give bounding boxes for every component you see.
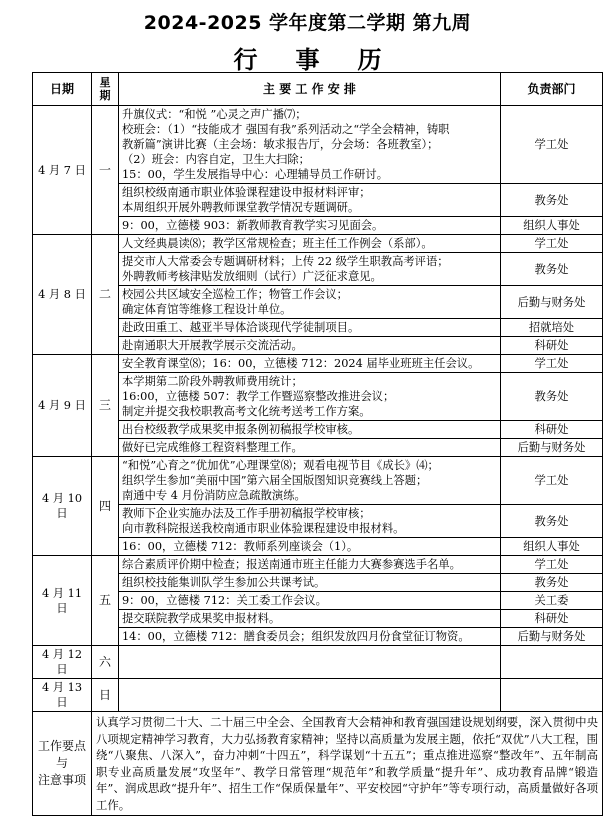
dept-cell: 组织人事处 [501, 217, 603, 235]
date-cell: 4 月 12 日 [33, 646, 92, 679]
dept-cell: 关工委 [501, 592, 603, 610]
task-line: 校园公共区域安全巡检工作；物管工作会议； [122, 288, 348, 301]
task-line: （2）班会：内容自定，卫生大扫除； [122, 153, 310, 166]
dept-cell: 后勤与财务处 [501, 286, 603, 319]
schedule-row [33, 439, 603, 457]
schedule-row [33, 337, 603, 355]
task-cell [119, 610, 501, 628]
task-cell [119, 505, 501, 538]
date-cell: 4 月 7 日 [33, 106, 92, 235]
task-cell [119, 253, 501, 286]
schedule-row [33, 373, 603, 421]
task-cell [119, 556, 501, 574]
schedule-row [33, 505, 603, 538]
task-cell [119, 319, 501, 337]
schedule-row [33, 421, 603, 439]
task-cell [119, 235, 501, 253]
task-cell [119, 421, 501, 439]
footer-row [33, 712, 603, 816]
task-line: 教师下企业实施办法及工作手册初稿报学校审核； [122, 507, 371, 520]
task-line [122, 655, 497, 670]
header-dept: 负责部门 [501, 73, 603, 106]
task-cell [119, 373, 501, 421]
dept-cell: 学工处 [501, 355, 603, 373]
date-cell: 4 月 10 日 [33, 457, 92, 556]
weekday-cell: 四 [92, 457, 119, 556]
schedule-row [33, 319, 603, 337]
weekday-cell: 二 [92, 235, 119, 355]
page-subtitle: 行事历 [233, 45, 420, 74]
task-cell [119, 679, 501, 712]
dept-cell: 科研处 [501, 421, 603, 439]
task-line: 确定体育馆等维修工程设计单位。 [122, 303, 292, 316]
task-cell [119, 592, 501, 610]
task-line: 组织校级南通市职业体验课程建设申报材料评审； [122, 186, 371, 199]
date-cell: 4 月 11 日 [33, 556, 92, 646]
task-cell [119, 457, 501, 505]
task-line: 制定并提交我校职教高考文化统考送考工作方案。 [122, 405, 371, 418]
task-line: 赴政田重工、越亚半导体洽谈现代学徒制项目。 [122, 321, 360, 334]
schedule-row [33, 574, 603, 592]
task-line: 本周组织开展外聘教师课堂教学情况专题调研。 [122, 201, 360, 214]
dept-cell: 教务处 [501, 184, 603, 217]
task-line: 教新篇”演讲比赛（主会场：敏求报告厅，分会场：各班教室）； [122, 138, 439, 151]
task-line: 本学期第二阶段外聘教师费用统计； [122, 375, 303, 388]
schedule-row [33, 184, 603, 217]
task-line: 提交联院教学成果奖申报材料。 [122, 612, 281, 625]
task-line: 15：00，学生发展指导中心：心理辅导员工作研讨。 [122, 168, 388, 181]
footer-label-line: 与 [55, 756, 68, 770]
schedule-row [33, 610, 603, 628]
header-tasks: 主 要 工 作 安 排 [119, 73, 501, 106]
dept-cell: 教务处 [501, 373, 603, 421]
schedule-row [33, 457, 603, 505]
schedule-row [33, 217, 603, 235]
schedule-row [33, 355, 603, 373]
task-line: 外聘教师考核津贴发放细则（试行）广泛征求意见。 [122, 270, 382, 283]
task-line: 组织学生参加“美丽中国”第六届全国版图知识竞赛线上答题； [122, 474, 428, 487]
task-line: 9：00，立德楼 903：新教师教育教学实习见面会。 [122, 219, 384, 232]
task-line: 14：00，立德楼 712：膳食委员会；组织发放四月份食堂征订物资。 [122, 630, 470, 643]
task-line: 升旗仪式：“和悦 ”心灵之声广播⑺； [122, 108, 307, 121]
weekday-cell: 六 [92, 646, 119, 679]
dept-cell: 组织人事处 [501, 538, 603, 556]
task-line: “和悦”心育之“优加优”心理课堂⑻；观看电视节目《成长》⑷； [122, 459, 439, 472]
dept-cell [501, 679, 603, 712]
schedule-body [33, 106, 603, 712]
schedule-row [33, 286, 603, 319]
schedule-row [33, 592, 603, 610]
dept-cell: 后勤与财务处 [501, 439, 603, 457]
task-cell [119, 106, 501, 184]
task-cell [119, 286, 501, 319]
dept-cell: 科研处 [501, 610, 603, 628]
header-weekday: 星期 [92, 73, 119, 106]
date-cell: 4 月 8 日 [33, 235, 92, 355]
schedule-row [33, 628, 603, 646]
task-line: 16：00，立德楼 712：教师系列座谈会（1）。 [122, 540, 359, 553]
dept-cell: 教务处 [501, 505, 603, 538]
dept-cell: 招就培处 [501, 319, 603, 337]
footer-label-line: 注意事项 [37, 773, 86, 787]
schedule-row [33, 235, 603, 253]
task-cell [119, 355, 501, 373]
task-cell [119, 217, 501, 235]
task-line: 校班会：（1）“技能成才 强国有我”系列活动之“学全会精神，铸职 [122, 123, 450, 136]
footer-label-line: 工作要点 [37, 739, 86, 753]
task-line: 9：00，立德楼 712：关工委工作会议。 [122, 594, 327, 607]
task-line [122, 688, 497, 703]
table-header-row [33, 73, 603, 106]
task-cell [119, 184, 501, 217]
footer-text: 认真学习贯彻二十大、二十届三中全会、全国教育大会精神和教育强国建设规划纲要，深入贯彻中央八项规定精神学习教育，大力弘扬教育家精神；坚持以高质量为发展主题，依托“双优”八大工程，围绕“八聚焦、八深入”，奋力冲刺“十四五”，科学谋划“十五五”；重点推进巡察“整改年”、五年制高职专业高质量发展“攻坚年”、教学日常管理“规范年”和教学质量“提升年”、成功教育品牌“锻造年”、润成思政“提升年”、招生工作“保质保量年”、平安校园“守护年”等专项行动，高质量做好各项工作。 [92, 712, 603, 816]
dept-cell: 教务处 [501, 253, 603, 286]
dept-cell: 后勤与财务处 [501, 628, 603, 646]
task-line: 提交市人大常委会专题调研材料；上传 22 级学生职教高考评语； [122, 255, 449, 268]
footer-label [33, 712, 92, 816]
schedule-row [33, 556, 603, 574]
dept-cell: 学工处 [501, 556, 603, 574]
task-cell [119, 337, 501, 355]
task-line: 安全教育课堂⑻；16：00，立德楼 712：2024 届毕业班班主任会议。 [122, 357, 480, 370]
schedule-row [33, 679, 603, 712]
schedule-row [33, 106, 603, 184]
dept-cell: 学工处 [501, 106, 603, 184]
schedule-row [33, 538, 603, 556]
dept-cell: 学工处 [501, 235, 603, 253]
task-cell [119, 538, 501, 556]
task-cell [119, 646, 501, 679]
dept-cell: 学工处 [501, 457, 603, 505]
dept-cell: 科研处 [501, 337, 603, 355]
task-cell [119, 628, 501, 646]
weekday-cell: 日 [92, 679, 119, 712]
task-line: 做好已完成维修工程资料整理工作。 [122, 441, 303, 454]
schedule-table [32, 72, 603, 816]
task-cell [119, 574, 501, 592]
date-cell: 4 月 9 日 [33, 355, 92, 457]
task-line: 综合素质评价期中检查；报送南通市班主任能力大赛参赛选手名单。 [122, 558, 461, 571]
header-date: 日期 [33, 73, 92, 106]
weekday-cell: 一 [92, 106, 119, 235]
dept-cell: 教务处 [501, 574, 603, 592]
schedule-row [33, 253, 603, 286]
task-line: 人文经典晨读⑻；教学区常规检查；班主任工作例会（系部）。 [122, 237, 433, 250]
task-line: 向市教科院报送我校南通市职业体验课程建设申报材料。 [122, 522, 405, 535]
weekday-cell: 三 [92, 355, 119, 457]
task-line: 出台校级教学成果奖申报条例初稿报学校审核。 [122, 423, 360, 436]
task-line: 南通中专 4 月份消防应急疏散演练。 [122, 489, 306, 502]
task-line: 组织校技能集训队学生参加公共课考试。 [122, 576, 326, 589]
task-line: 16:00，立德楼 507：教学工作暨巡察整改推进会议； [122, 390, 395, 403]
page-title: 2024-2025 学年度第二学期 第九周 [143, 12, 472, 34]
task-cell [119, 439, 501, 457]
schedule-row [33, 646, 603, 679]
date-cell: 4 月 13 日 [33, 679, 92, 712]
dept-cell [501, 646, 603, 679]
weekday-cell: 五 [92, 556, 119, 646]
task-line: 赴南通职大开展教学展示交流活动。 [122, 339, 303, 352]
